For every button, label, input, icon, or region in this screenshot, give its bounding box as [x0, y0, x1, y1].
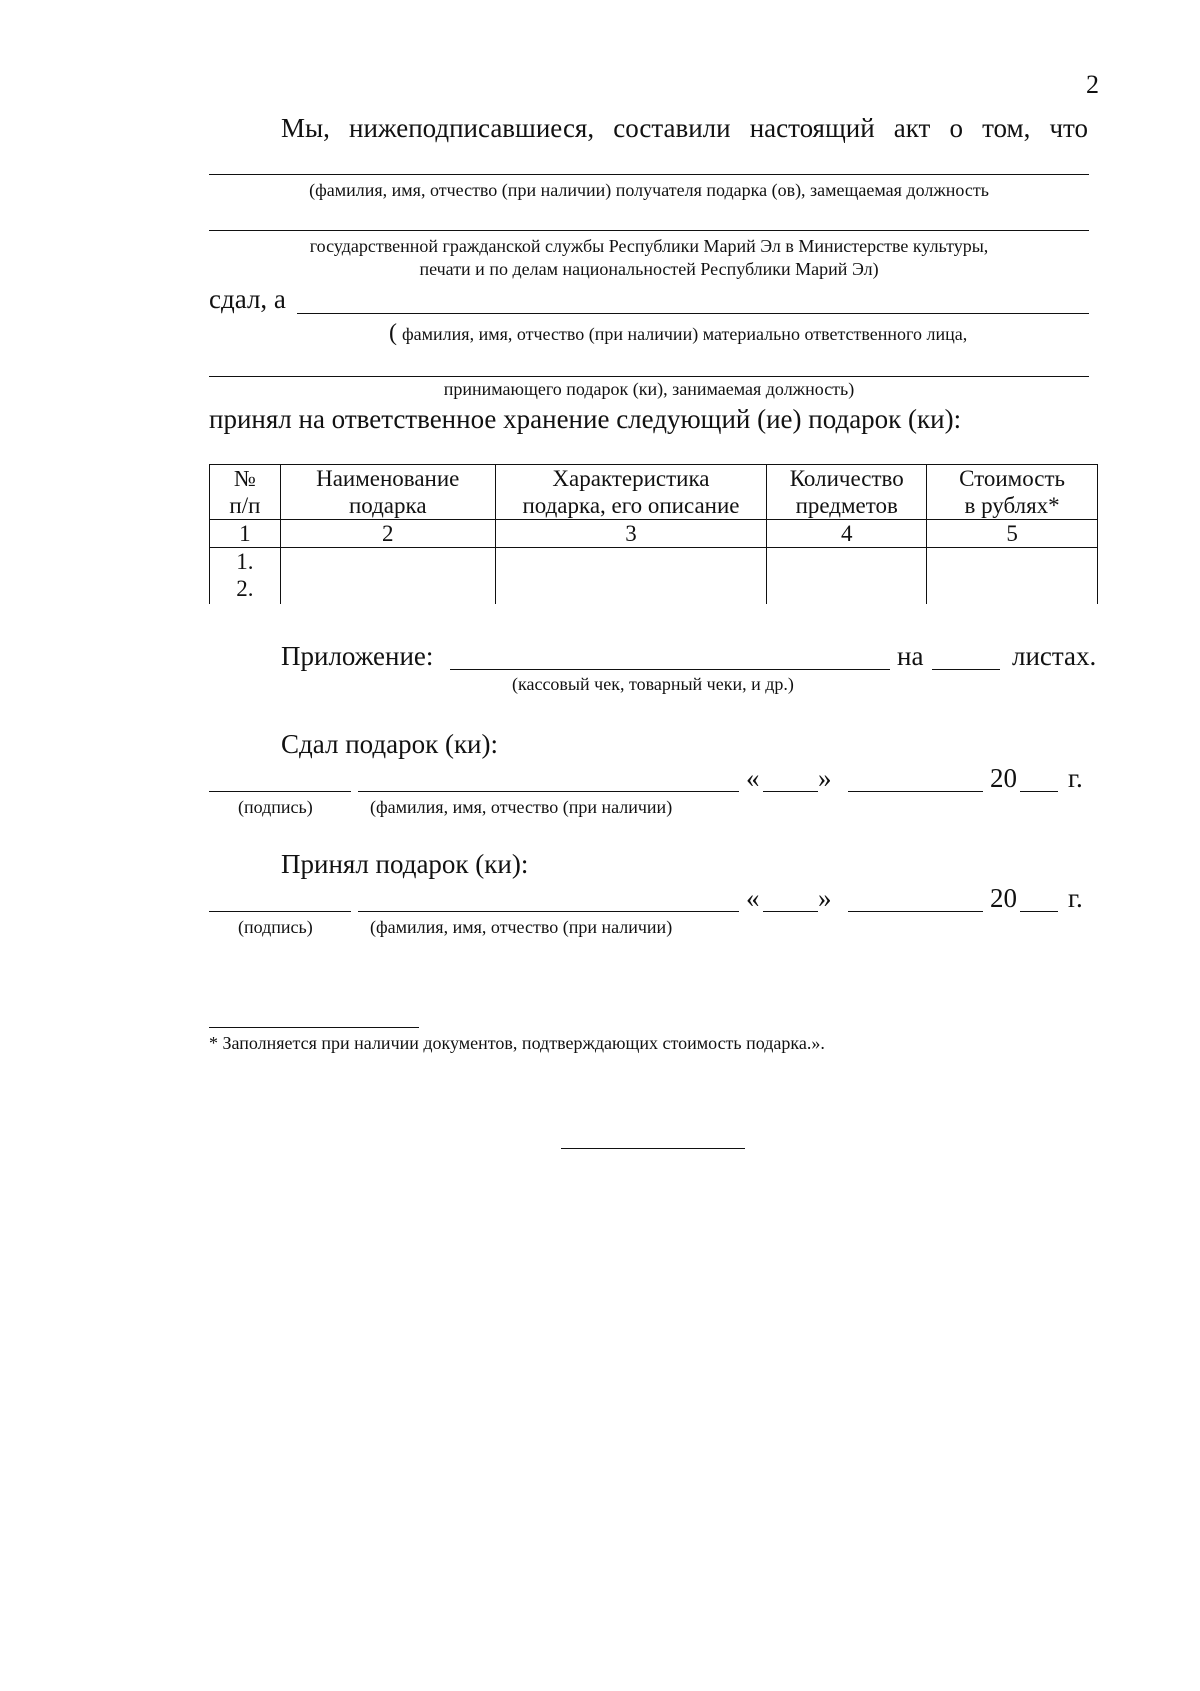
- header-number: № п/п: [210, 465, 281, 520]
- column-number: 1: [210, 520, 281, 548]
- handed-signature-field[interactable]: [209, 791, 351, 792]
- page-number: 2: [1086, 70, 1099, 99]
- attachment-sheets-field[interactable]: [932, 669, 1000, 670]
- gifts-table: [209, 464, 1098, 604]
- received-quote-close: »: [818, 883, 832, 913]
- row-number: 2.: [236, 576, 254, 601]
- header-name: Наименование подарка: [280, 465, 495, 520]
- responsible-person-line[interactable]: [297, 313, 1089, 314]
- recipient-line-2[interactable]: [209, 230, 1089, 231]
- handed-month-field[interactable]: [848, 791, 983, 792]
- caption-recipient-3: печати и по делам национальностей Республики Марий Эл): [419, 259, 879, 279]
- accepted-text: принял на ответственное хранение следующий (ие) подарок (ки):: [209, 404, 962, 434]
- handed-name-field[interactable]: [358, 791, 739, 792]
- received-name-caption: (фамилия, имя, отчество (при наличии): [370, 917, 673, 937]
- caption-responsible-1-text: фамилия, имя, отчество (при наличии) материально ответственного лица,: [402, 324, 968, 344]
- column-number: 4: [767, 520, 927, 548]
- attachment-label: Приложение:: [281, 641, 434, 671]
- attachment-field[interactable]: [450, 669, 890, 670]
- row-numbers-cell: [210, 548, 281, 605]
- received-year-suffix: г.: [1068, 883, 1083, 913]
- received-year: 20: [990, 883, 1017, 913]
- handed-year-suffix: г.: [1068, 763, 1083, 793]
- received-title: Принял подарок (ки):: [281, 849, 529, 879]
- attachment-caption: (кассовый чек, товарный чеки, и др.): [512, 674, 794, 694]
- header-description: Характеристика подарка, его описание: [495, 465, 767, 520]
- gift-quantity-cell[interactable]: [767, 548, 927, 605]
- gift-name-cell[interactable]: [280, 548, 495, 605]
- attachment-on: на: [897, 641, 924, 671]
- column-numbers-row: [210, 520, 1098, 548]
- caption-responsible-2: принимающего подарок (ки), занимаемая должность): [443, 379, 855, 399]
- handed-year: 20: [990, 763, 1017, 793]
- received-signature-caption: (подпись): [238, 917, 313, 937]
- caption-recipient-1: (фамилия, имя, отчество (при наличии) получателя подарка (ов), замещаемая должность: [309, 180, 989, 200]
- column-number: 3: [495, 520, 767, 548]
- received-year-field[interactable]: [1020, 911, 1058, 912]
- end-divider: [561, 1148, 745, 1149]
- received-quote-open: «: [746, 883, 760, 913]
- handed-title: Сдал подарок (ки):: [281, 729, 499, 759]
- handed-day-field[interactable]: [763, 791, 818, 792]
- handed-prefix: сдал, а: [209, 284, 286, 314]
- intro-text: Мы, нижеподписавшиеся, составили настоящий акт о том, что: [281, 113, 1088, 143]
- footnote: * Заполняется при наличии документов, подтверждающих стоимость подарка.».: [209, 1033, 825, 1053]
- table-row: [210, 548, 1098, 605]
- handed-quote-close: »: [818, 763, 832, 793]
- received-day-field[interactable]: [763, 911, 818, 912]
- header-quantity: Количество предметов: [767, 465, 927, 520]
- column-number: 5: [927, 520, 1098, 548]
- responsible-position-line[interactable]: [209, 376, 1089, 377]
- footnote-divider: [209, 1027, 419, 1028]
- received-signature-field[interactable]: [209, 911, 351, 912]
- received-month-field[interactable]: [848, 911, 983, 912]
- caption-responsible-1: (: [389, 320, 397, 346]
- recipient-line-1[interactable]: [209, 174, 1089, 175]
- handed-name-caption: (фамилия, имя, отчество (при наличии): [370, 797, 673, 817]
- handed-year-field[interactable]: [1020, 791, 1058, 792]
- gift-description-cell[interactable]: [495, 548, 767, 605]
- row-number: 1.: [236, 549, 254, 574]
- header-cost: Стоимость в рублях*: [927, 465, 1098, 520]
- handed-quote-open: «: [746, 763, 760, 793]
- column-number: 2: [280, 520, 495, 548]
- handed-signature-caption: (подпись): [238, 797, 313, 817]
- gift-cost-cell[interactable]: [927, 548, 1098, 605]
- attachment-sheets: листах.: [1012, 641, 1097, 671]
- table-header-row: [210, 465, 1098, 520]
- received-name-field[interactable]: [358, 911, 739, 912]
- caption-recipient-2: государственной гражданской службы Республики Марий Эл в Министерстве культуры,: [309, 236, 989, 256]
